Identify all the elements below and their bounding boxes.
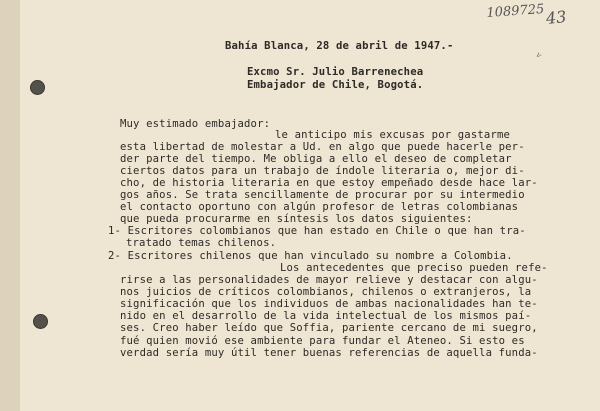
letter-line: rirse a las personalidades de mayor relieve y destacar con algu-: [120, 274, 538, 286]
letter-line: Bahía Blanca, 28 de abril de 1947.-: [225, 40, 454, 52]
letter-line: nido en el desarrollo de la vida intelectual de los mismos paí-: [120, 310, 532, 322]
letter-line: Embajador de Chile, Bogotá.: [247, 79, 424, 91]
page-edge: [0, 0, 20, 411]
letter-line: Excmo Sr. Julio Barrenechea: [247, 66, 424, 78]
letter-line: nos juicios de críticos colombianos, chilenos o extranjeros, la: [120, 286, 532, 298]
letter-line: cho, de historia literaria en que estoy empeñado desde hace lar-: [120, 177, 538, 189]
letter-line: Los antecedentes que preciso pueden refe-: [280, 262, 548, 274]
letter-line: Muy estimado embajador:: [120, 118, 271, 130]
letter-line: ciertos datos para un trabajo de índole literaria o, mejor di-: [120, 165, 525, 177]
letter-line: fué quien movió ese ambiente para fundar el Ateneo. Si esto es: [120, 335, 525, 347]
letter-line: 1- Escritores colombianos que han estado en Chile o que han tra-: [108, 225, 526, 237]
letter-line: el contacto oportuno con algún profesor de letras colombianas: [120, 201, 519, 213]
letter-line: gos años. Se trata sencillamente de procurar por su intermedio: [120, 189, 525, 201]
letter-line: 2- Escritores chilenos que han vinculado su nombre a Colombia.: [108, 250, 513, 262]
letter-line: tratado temas chilenos.: [126, 237, 277, 249]
letter-line: esta libertad de molestar a Ud. en algo que puede hacerle per-: [120, 141, 525, 153]
letter-line: ses. Creo haber leído que Soffia, pariente cercano de mi suegro,: [120, 322, 538, 334]
margin-note: v: [534, 50, 544, 60]
letter-line: significación que los individuos de ambas nacionalidades han te-: [120, 298, 538, 310]
archive-number: 1089725: [486, 1, 545, 21]
punch-hole-top: [30, 80, 45, 95]
letter-line: verdad sería muy útil tener buenas referencias de aquella funda-: [120, 347, 538, 359]
letter-line: der parte del tiempo. Me obliga a ello el deseo de completar: [120, 153, 512, 165]
punch-hole-bottom: [33, 314, 48, 329]
letter-line: le anticipo mis excusas por gastarme: [275, 129, 511, 141]
letter-line: que pueda procurarme en síntesis los datos siguientes:: [120, 213, 473, 225]
page-number: 43: [545, 6, 568, 29]
